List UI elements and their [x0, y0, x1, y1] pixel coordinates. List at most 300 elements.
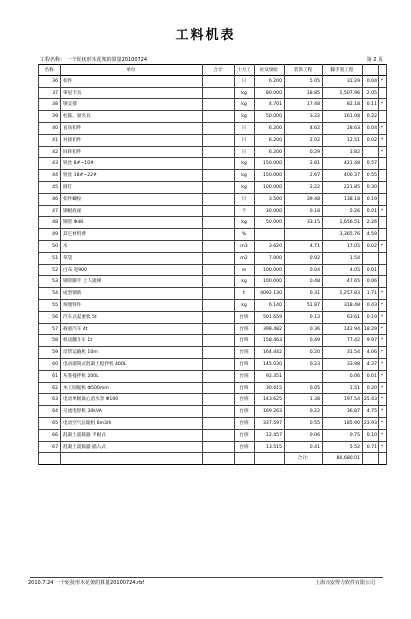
row-maint-value: 0.36 — [309, 326, 320, 332]
materials-table — [38, 64, 386, 619]
row-mark: * — [380, 385, 384, 391]
row-extra-value: 0.10 — [366, 432, 377, 438]
row-seq: 67 — [52, 444, 58, 450]
row-unit: kg — [241, 279, 247, 285]
row-name: 钢管脚手 上人就梯 — [63, 279, 102, 285]
row-name: 回转扣件 — [63, 149, 82, 155]
row-extra-value: 0.04 — [366, 78, 377, 84]
total-row — [38, 453, 386, 465]
row-seq: 56 — [52, 314, 58, 320]
row-mark: * — [380, 350, 384, 356]
row-unit: kg — [241, 220, 247, 226]
row-scaffold-value: 1,257.83 — [339, 291, 360, 297]
table-row — [38, 206, 386, 218]
row-extra-value: 25.43 — [363, 397, 377, 403]
row-scaffold-value: 36.87 — [346, 409, 360, 415]
row-seq: 41 — [52, 137, 58, 143]
row-extra-value: 0.02 — [366, 137, 377, 143]
row-price: 398.482 — [263, 326, 282, 332]
row-scaffold-value: 1.82 — [349, 149, 360, 155]
table-row — [38, 99, 386, 111]
row-unit: kg — [241, 185, 247, 190]
row-price: 30.615 — [265, 385, 282, 391]
row-maint-value: 0.49 — [309, 338, 320, 344]
row-unit: 只 — [241, 137, 247, 143]
row-seq: 43 — [52, 161, 58, 167]
row-maint-value: 0.48 — [309, 279, 320, 285]
row-extra-value: 0.71 — [366, 444, 377, 450]
row-unit: 台班 — [239, 314, 249, 320]
row-name: 扣件 — [63, 78, 73, 84]
row-mark: * — [380, 244, 384, 249]
row-name: 电动滚筒式混凝土搅拌机 400L — [63, 362, 127, 367]
table-row — [38, 76, 386, 88]
row-scaffold-value: 1,656.51 — [339, 220, 360, 226]
row-seq: 53 — [52, 279, 58, 285]
row-mark — [378, 276, 386, 287]
row-extra-value: 4.59 — [366, 232, 377, 238]
row-unit: 台班 — [239, 397, 249, 403]
row-maint-value: 2.22 — [309, 185, 320, 190]
row-maint-value: 0.13 — [309, 314, 320, 320]
row-maint-value: 0.18 — [309, 208, 320, 214]
row-unit: kg — [241, 114, 247, 120]
table-row — [38, 135, 386, 147]
row-mark — [378, 88, 386, 99]
row-seq: 63 — [52, 397, 58, 403]
row-name: 电动空气压缩机 6m3/h — [63, 421, 112, 426]
row-seq: 38 — [52, 102, 58, 108]
row-maint-value: 0.29 — [309, 149, 320, 155]
row-scaffold-value: 185.90 — [343, 421, 360, 426]
row-name: 灰浆搅拌机 200L — [63, 373, 99, 379]
row-maint-value: 18.85 — [306, 90, 320, 96]
table-row — [38, 406, 386, 418]
table-row — [38, 442, 386, 454]
table-row — [38, 394, 386, 406]
row-mark — [378, 253, 386, 264]
grid-line — [234, 64, 235, 465]
row-name: 机动翻斗车 1t — [63, 338, 93, 344]
row-extra-value: 0.19 — [366, 314, 377, 320]
row-seq: 44 — [52, 173, 58, 179]
row-price: 12.457 — [265, 432, 282, 438]
row-seq: 37 — [52, 90, 58, 96]
row-extra-value — [362, 147, 378, 158]
grid-line — [378, 64, 379, 465]
row-maint-value: 0.31 — [309, 291, 320, 297]
row-name: 其它材料费 — [63, 232, 86, 238]
row-price: 4092.130 — [260, 291, 282, 297]
row-seq: 36 — [52, 78, 58, 84]
row-maint-value: 0.04 — [309, 267, 320, 273]
row-mark: * — [380, 326, 384, 332]
table-row — [38, 300, 386, 312]
grid-line — [322, 64, 323, 465]
row-price: 6.200 — [268, 78, 282, 84]
row-scaffold-value: 31.29 — [346, 78, 360, 84]
row-seq: 58 — [52, 338, 58, 344]
table-row — [38, 288, 386, 300]
row-unit: t — [243, 291, 245, 297]
row-extra-value: 1.71 — [366, 291, 377, 297]
row-scaffold-value: 47.65 — [346, 279, 360, 285]
row-mark: * — [380, 137, 384, 143]
row-mark: * — [380, 291, 384, 297]
row-extra-value: 0.30 — [366, 185, 377, 190]
row-mark: * — [380, 421, 384, 426]
row-extra-value: 4.75 — [366, 409, 377, 415]
row-extra-value: 0.43 — [366, 303, 377, 308]
row-mark: * — [380, 78, 384, 84]
row-maint-value: 0.55 — [309, 421, 320, 426]
row-price: 100.000 — [263, 185, 282, 190]
row-extra-value: 4.37 — [366, 362, 377, 367]
row-price: 3.500 — [268, 196, 282, 202]
row-scaffold-value: 63.61 — [346, 314, 360, 320]
row-price: 501.659 — [263, 314, 282, 320]
row-scaffold-value: 17.05 — [346, 244, 360, 249]
row-unit: 只 — [241, 196, 247, 202]
row-extra-value: 2.05 — [366, 90, 377, 96]
row-price: 143.625 — [263, 397, 282, 403]
grid-line — [254, 64, 255, 465]
row-seq: 40 — [52, 126, 58, 131]
row-mark: * — [380, 149, 384, 155]
row-maint-value: 17.48 — [306, 102, 320, 108]
row-name: 电动单级离心清水泵 Φ100 — [63, 397, 119, 403]
row-name: 铁丝 18#~22# — [63, 173, 97, 179]
row-price: 100.000 — [263, 279, 282, 285]
footer-divider — [30, 577, 383, 578]
row-maint-value: 2.02 — [309, 137, 320, 143]
row-mark — [378, 265, 386, 276]
row-price: 100.000 — [263, 267, 282, 273]
row-mark: * — [380, 432, 384, 438]
row-seq: 57 — [52, 326, 58, 332]
row-mark: * — [380, 444, 384, 450]
row-seq: 61 — [52, 373, 58, 379]
grid-line — [202, 64, 203, 465]
row-scaffold-value: 5.26 — [349, 208, 360, 214]
row-maint-value: 0.22 — [309, 409, 320, 415]
row-extra-value: 0.22 — [366, 114, 377, 120]
table-row — [38, 123, 386, 135]
row-unit: 台班 — [239, 409, 249, 415]
row-seq: 62 — [52, 385, 58, 391]
row-extra-value: 0.20 — [366, 385, 377, 391]
row-extra-value: 0.02 — [366, 244, 377, 249]
table-row — [38, 88, 386, 100]
footer-file-info: 2010.7.24 一个轮抚形木花架的算量20100724.rbf — [28, 580, 145, 586]
total-value: 80,680.01 — [336, 456, 360, 462]
table-row — [38, 147, 386, 159]
row-unit: 台班 — [239, 350, 249, 356]
row-seq: 59 — [52, 350, 58, 356]
row-unit: 台班 — [239, 444, 249, 450]
row-name: 零星卡具 — [63, 90, 82, 96]
row-seq: 42 — [52, 149, 58, 155]
row-mark — [378, 194, 386, 205]
row-seq: 55 — [52, 303, 58, 308]
table-row — [38, 430, 386, 442]
table-row — [38, 335, 386, 347]
row-name: 混凝土震捣器 插入式 — [63, 444, 106, 450]
row-extra-value — [362, 253, 378, 264]
row-seq: 48 — [52, 220, 58, 226]
row-scaffold-value: 400.37 — [343, 173, 360, 179]
row-scaffold-value: 12.51 — [346, 137, 360, 143]
row-mark — [378, 182, 386, 193]
row-unit: kg — [241, 303, 247, 308]
row-seq: 52 — [52, 267, 58, 273]
row-maint-value: 2.67 — [309, 173, 320, 179]
row-price: 6.200 — [268, 137, 282, 143]
row-scaffold-value: 161.08 — [343, 114, 360, 120]
row-maint-value: 33.15 — [306, 220, 320, 226]
row-maint-value: 0.41 — [309, 444, 320, 450]
row-extra-value: 18.29 — [363, 326, 377, 332]
header-concrete: 砼及钢砼 — [259, 68, 279, 73]
row-scaffold-value: 1,507.96 — [339, 90, 360, 96]
row-extra-value: 0.01 — [366, 267, 377, 273]
table-row — [38, 229, 386, 241]
row-scaffold-value: 3,365.76 — [339, 232, 360, 238]
row-seq: 45 — [52, 185, 58, 190]
row-price: 158.463 — [263, 338, 282, 344]
row-seq: 66 — [52, 432, 58, 438]
row-price: 169.263 — [263, 409, 282, 415]
row-maint-value: 0.92 — [309, 255, 320, 261]
row-price: 337.597 — [263, 421, 282, 426]
row-name: 预埋铁件 — [63, 303, 82, 308]
header-name: 名称 — [44, 68, 54, 73]
row-scaffold-value: 421.48 — [343, 161, 360, 167]
row-extra-value: 0.55 — [366, 173, 377, 179]
row-price — [254, 229, 284, 240]
row-name: 成型钢筋 — [63, 291, 82, 297]
row-unit: 台班 — [239, 385, 249, 391]
table-row — [38, 265, 386, 277]
row-price: 6.200 — [268, 126, 282, 131]
row-extra-value: 0.04 — [366, 126, 377, 131]
row-scaffold-value: 197.54 — [343, 397, 360, 403]
row-maint-value: 51.87 — [306, 303, 320, 308]
row-mark — [378, 217, 386, 228]
row-seq: 60 — [52, 362, 58, 367]
row-unit: m — [241, 267, 247, 273]
row-seq: 65 — [52, 421, 58, 426]
table-row — [38, 253, 386, 265]
row-scaffold-value: 0.75 — [349, 432, 360, 438]
row-scaffold-value: 33.98 — [346, 362, 360, 367]
row-price: 50.000 — [265, 220, 282, 226]
row-name: 载重汽车 4t — [63, 326, 88, 332]
row-scaffold-value: 221.85 — [343, 185, 360, 190]
row-mark — [378, 158, 386, 169]
row-extra-value: 0.19 — [366, 196, 377, 202]
row-mark: * — [380, 303, 384, 308]
row-extra-value: 9.97 — [366, 338, 377, 344]
row-unit: kg — [241, 161, 247, 167]
row-scaffold-value: 138.18 — [343, 196, 360, 202]
row-price: 30.000 — [265, 208, 282, 214]
row-price: 92.351 — [265, 373, 282, 379]
row-price: 80.000 — [265, 90, 282, 96]
row-mark: * — [380, 126, 384, 131]
row-maint-value: 3.22 — [309, 114, 320, 120]
table-row — [38, 347, 386, 359]
table-row — [38, 241, 386, 253]
row-unit: 台班 — [239, 338, 249, 344]
row-name: 木工圆锯机 Φ500mm — [63, 385, 109, 391]
table-row — [38, 182, 386, 194]
row-unit: % — [241, 232, 247, 238]
row-price: 13.515 — [265, 444, 282, 450]
row-price: 3.620 — [268, 244, 282, 249]
row-unit: 台班 — [239, 432, 249, 438]
row-unit: kg — [241, 90, 247, 96]
table-row — [38, 111, 386, 123]
row-mark: * — [380, 208, 384, 214]
row-maint-value: 39.48 — [306, 196, 320, 202]
row-extra-value: 0.06 — [366, 279, 377, 285]
grid-line — [38, 64, 39, 465]
row-name: 汽车式起重机 5t — [63, 314, 97, 320]
row-maint-value: 5.05 — [309, 78, 320, 84]
table-row — [38, 383, 386, 395]
row-unit: 只 — [241, 149, 247, 155]
row-name: 交流电焊机 30kVA — [63, 409, 102, 415]
row-maint-value: 1.38 — [309, 397, 320, 403]
row-unit: 只 — [241, 126, 247, 131]
row-mark: * — [380, 409, 384, 415]
row-maint-value: 2.81 — [309, 161, 320, 167]
row-mark: * — [380, 362, 384, 367]
grid-line — [362, 64, 363, 465]
row-mark: * — [380, 102, 384, 108]
footer-company: 上海兴安得力软件有限公司 — [314, 580, 375, 586]
row-extra-value: 4.06 — [366, 350, 377, 356]
row-price: 150.000 — [263, 161, 282, 167]
document-title: 工料机表 — [175, 28, 236, 43]
row-name: 水 — [63, 244, 68, 249]
row-mark: * — [380, 338, 384, 344]
row-mark — [378, 170, 386, 181]
row-seq: 64 — [52, 409, 58, 415]
header-unit: 单位 — [126, 68, 136, 73]
row-unit: m2 — [240, 255, 248, 261]
row-unit: 台班 — [239, 373, 249, 379]
row-scaffold-value: 318.48 — [343, 303, 360, 308]
row-maint-value — [284, 371, 322, 382]
row-mark — [378, 229, 386, 240]
header-earthwork: 土方工 — [237, 68, 251, 73]
row-maint-value: 0.20 — [309, 350, 320, 356]
row-extra-value: 2.26 — [366, 220, 377, 226]
row-name: 钢管 Φ48 — [63, 220, 84, 226]
row-seq: 49 — [52, 232, 58, 238]
table-header-row — [38, 64, 386, 76]
row-name: 扣件螺栓 — [63, 196, 82, 202]
header-scaffold: 脚手架工程 — [330, 68, 354, 73]
row-extra-value: 0.01 — [366, 208, 377, 214]
row-name: 圆钉 — [63, 185, 73, 190]
row-name: 钢板底座 — [63, 208, 82, 214]
row-mark — [378, 111, 386, 122]
row-scaffold-value: 28.63 — [346, 126, 360, 131]
total-label: 合计: — [297, 456, 309, 462]
row-maint-value: 0.05 — [309, 385, 320, 391]
row-scaffold-value: 4.05 — [349, 267, 360, 273]
row-price: 164.442 — [263, 350, 282, 356]
row-name: 直角扣件 — [63, 126, 82, 131]
row-scaffold-value: 0.06 — [349, 373, 360, 379]
row-price: 150.000 — [263, 173, 282, 179]
row-price: 6.200 — [268, 149, 282, 155]
row-seq: 47 — [52, 208, 58, 214]
row-price: 145.030 — [263, 362, 282, 367]
row-unit: m3 — [240, 244, 248, 249]
row-scaffold-value: 77.42 — [346, 338, 360, 344]
row-seq: 54 — [52, 291, 58, 297]
table-row — [38, 359, 386, 371]
row-extra-value: 0.11 — [366, 102, 377, 108]
row-unit: 台班 — [239, 421, 249, 426]
row-seq: 46 — [52, 196, 58, 202]
row-seq: 39 — [52, 114, 58, 120]
table-row — [38, 418, 386, 430]
header-decoration: 装饰工程 — [293, 68, 313, 73]
row-price: 7.000 — [268, 255, 282, 261]
header-total: 合计 — [213, 68, 223, 73]
row-unit: 个 — [241, 208, 247, 214]
row-name: 钢支撑 — [63, 102, 77, 108]
row-scaffold-value: 5.52 — [349, 444, 360, 450]
row-unit: 只 — [241, 78, 247, 84]
row-seq: 50 — [52, 244, 58, 249]
page-number: 第 2 页 — [366, 57, 383, 63]
row-unit: 台班 — [239, 326, 249, 332]
row-maint-value: 4.62 — [309, 126, 320, 131]
row-name: 柱箍、梁夹具 — [63, 114, 91, 120]
grid-line — [284, 64, 285, 465]
grid-line — [386, 64, 387, 465]
row-mark: * — [380, 314, 384, 320]
row-price: 50.000 — [265, 114, 282, 120]
row-maint-value: 4.71 — [309, 244, 320, 249]
row-price: 6.140 — [268, 303, 282, 308]
table-row — [38, 324, 386, 336]
table-row — [38, 312, 386, 324]
table-row — [38, 158, 386, 170]
row-name: 混凝土震捣器 平板式 — [63, 432, 106, 438]
row-name: 对接扣件 — [63, 137, 82, 143]
row-name: 白布 宽900 — [63, 267, 88, 273]
row-maint-value: 0.23 — [309, 362, 320, 367]
row-mark: * — [380, 397, 384, 403]
row-maint-value — [284, 229, 322, 240]
row-unit: kg — [241, 102, 247, 108]
row-mark: * — [380, 373, 384, 379]
row-seq: 51 — [52, 255, 58, 261]
row-scaffold-value: 82.18 — [346, 102, 360, 108]
row-unit: kg — [241, 173, 247, 179]
table-row — [38, 276, 386, 288]
row-maint-value: 0.06 — [309, 432, 320, 438]
row-extra-value: 0.57 — [366, 161, 377, 167]
row-scaffold-value: 142.94 — [343, 326, 360, 332]
